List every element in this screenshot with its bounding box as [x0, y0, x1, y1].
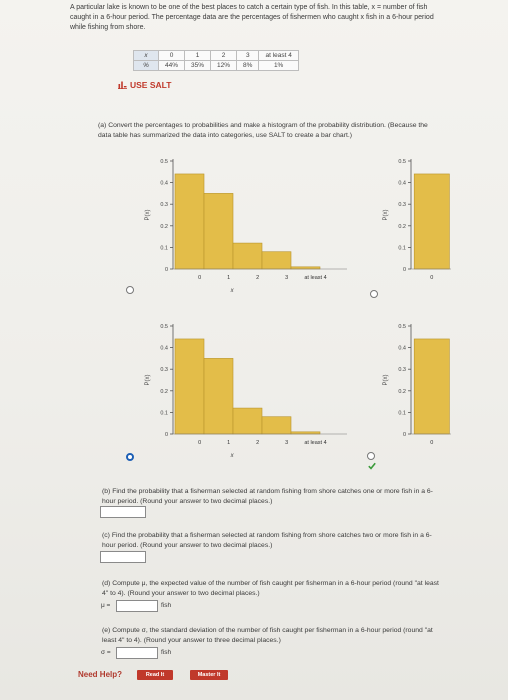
y-tick-label: 0.5 [160, 159, 168, 165]
table-cell: 0 [159, 51, 185, 61]
y-tick-label: 0 [402, 432, 406, 438]
table-cell: 3 [237, 51, 259, 61]
y-tick-label: 0.2 [160, 223, 168, 230]
y-tick-label: 0 [402, 267, 406, 273]
part-b-answer-input[interactable] [100, 506, 146, 518]
y-tick-label: 0.5 [160, 324, 168, 330]
x-tick-label: 0 [198, 440, 202, 446]
bar [291, 267, 320, 269]
bar [233, 408, 262, 434]
x-axis-label: x [230, 453, 234, 459]
part-c-answer-input[interactable] [100, 551, 146, 563]
x-tick-label: 3 [285, 440, 289, 446]
x-tick-label: 2 [256, 440, 260, 446]
y-axis-label: P(x) [145, 209, 151, 221]
y-axis-label: P(x) [145, 374, 151, 386]
bar [291, 432, 320, 434]
check-mark-icon [368, 462, 376, 470]
need-help-label: Need Help? [78, 670, 123, 679]
table-cell: 35% [185, 61, 211, 71]
part-d-text: (d) Compute μ, the expected value of the number of fish caught per fisherman in a 6-hour period (round "at least 4" to 4). (Round your answer to two decimal places.) [102, 580, 439, 597]
use-salt-label: USE SALT [130, 80, 172, 90]
y-tick-label: 0 [164, 267, 168, 273]
y-tick-label: 0.1 [398, 410, 406, 417]
part-a-text: (a) Convert the percentages to probabilities and make a histogram of the probability distribution. (Because the data table has summarized the data into categories, use SALT to create a bar chart.) [98, 122, 428, 139]
y-tick-label: 0.2 [160, 388, 168, 395]
salt-chart-icon [118, 81, 127, 89]
y-axis-label: P(x) [383, 209, 389, 221]
table-header-x: x [134, 51, 159, 61]
x-tick-label: 2 [256, 275, 260, 281]
y-tick-label: 0.5 [398, 324, 406, 330]
read-it-button[interactable]: Read It [137, 670, 173, 680]
y-tick-label: 0.3 [160, 202, 168, 209]
bar [175, 339, 204, 434]
y-tick-label: 0.1 [398, 245, 406, 252]
y-tick-label: 0.4 [160, 345, 168, 352]
y-tick-label: 0 [164, 432, 168, 438]
radio-option-4[interactable] [367, 452, 375, 460]
chart-option-3 [135, 320, 355, 460]
part-c-text: (c) Find the probability that a fisherman selected at random fishing from shore catches two or more fish in a 6-hour period. (Round your answer to two decimal places.) [102, 532, 432, 549]
part-e-text: (e) Compute σ, the standard deviation of the number of fish caught per fisherman in a 6-hour period (round "at least 4" to 4). (Round your answer to three decimal places.) [102, 627, 433, 644]
radio-option-3-selected[interactable] [126, 453, 134, 461]
y-tick-label: 0.4 [398, 180, 406, 187]
x-tick-label: 1 [227, 440, 231, 446]
table-cell: 2 [211, 51, 237, 61]
use-salt-button[interactable] [118, 80, 171, 90]
master-it-button[interactable]: Master It [190, 670, 228, 680]
chart-option-1 [135, 155, 355, 295]
x-tick-label: 1 [227, 275, 231, 281]
bar [414, 339, 449, 434]
radio-option-2[interactable] [370, 290, 378, 298]
y-tick-label: 0.4 [160, 180, 168, 187]
problem-intro: A particular lake is known to be one of the best places to catch a certain type of fish. In this table, x = number of fish caught in a 6-hour period. The percentage data are the percentages of fishermen who caught x fish in a 6-hour period while fishing from shore. [70, 4, 434, 31]
table-cell: at least 4 [259, 51, 298, 61]
table-cell: 8% [237, 61, 259, 71]
mu-unit-label: fish [161, 602, 172, 609]
bar [233, 243, 262, 269]
sigma-unit-label: fish [161, 649, 172, 656]
table-header-pct: % [134, 61, 159, 71]
y-tick-label: 0.4 [398, 345, 406, 352]
table-row-x [134, 51, 299, 61]
sigma-label: σ = [101, 649, 111, 656]
y-tick-label: 0.2 [398, 388, 406, 395]
table-cell: 12% [211, 61, 237, 71]
x-tick-label: 0 [430, 275, 434, 281]
y-tick-label: 0.3 [398, 202, 406, 209]
x-tick-label: at least 4 [304, 440, 327, 446]
part-b-text: (b) Find the probability that a fisherman selected at random fishing from shore catches one or more fish in a 6-hour period. (Round your answer to two decimal places.) [102, 488, 433, 505]
mu-label: μ = [101, 602, 111, 609]
bar [204, 193, 233, 269]
x-tick-label: 0 [430, 440, 434, 446]
chart-option-2 [375, 155, 455, 295]
table-cell: 1% [259, 61, 298, 71]
bar [262, 417, 291, 434]
mu-answer-input[interactable] [116, 600, 158, 612]
y-tick-label: 0.5 [398, 159, 406, 165]
y-tick-label: 0.3 [160, 367, 168, 374]
x-axis-label: x [230, 288, 234, 294]
y-tick-label: 0.1 [160, 245, 168, 252]
bar [262, 252, 291, 269]
distribution-table [133, 50, 299, 71]
table-row-pct [134, 61, 299, 71]
y-tick-label: 0.2 [398, 223, 406, 230]
bar [414, 174, 449, 269]
chart-option-4 [375, 320, 455, 460]
y-axis-label: P(x) [383, 374, 389, 386]
table-cell: 1 [185, 51, 211, 61]
sigma-answer-input[interactable] [116, 647, 158, 659]
bar [204, 358, 233, 434]
x-tick-label: 3 [285, 275, 289, 281]
y-tick-label: 0.3 [398, 367, 406, 374]
bar [175, 174, 204, 269]
x-tick-label: at least 4 [304, 275, 327, 281]
table-cell: 44% [159, 61, 185, 71]
x-tick-label: 0 [198, 275, 202, 281]
y-tick-label: 0.1 [160, 410, 168, 417]
radio-option-1[interactable] [126, 286, 134, 294]
